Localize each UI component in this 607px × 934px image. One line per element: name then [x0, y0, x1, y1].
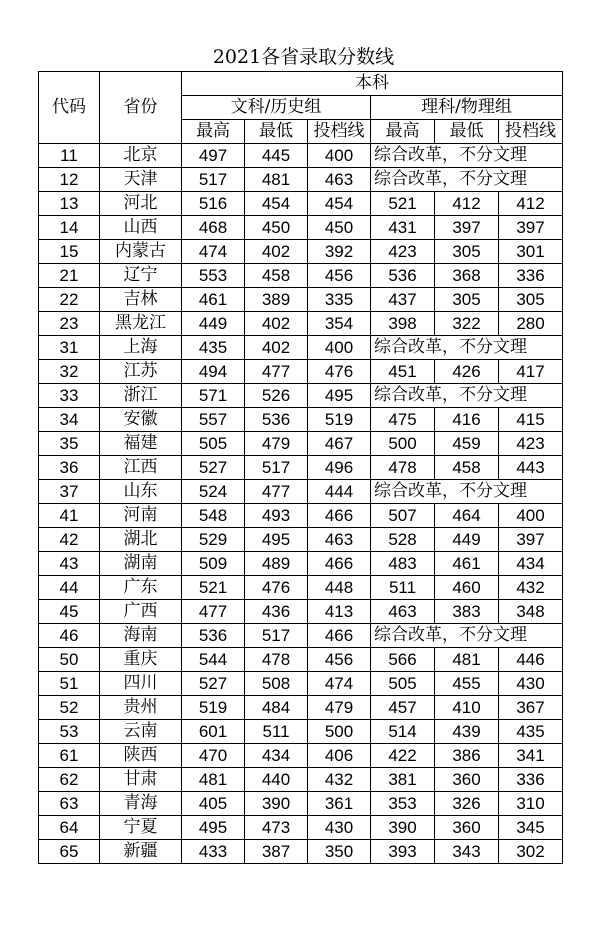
cell-code: 12: [39, 168, 100, 192]
cell-province: 四川: [100, 672, 182, 696]
table-row: [39, 288, 563, 312]
cell-province: 青海: [100, 792, 182, 816]
table-row: [39, 528, 563, 552]
cell-li-min: 460: [435, 576, 499, 600]
cell-code: 52: [39, 696, 100, 720]
cell-li-cutoff: 280: [499, 312, 563, 336]
cell-code: 36: [39, 456, 100, 480]
cell-li-max: 528: [371, 528, 435, 552]
cell-li-max: 457: [371, 696, 435, 720]
cell-li-min: 386: [435, 744, 499, 768]
table-row: [39, 840, 563, 864]
cell-li-max: 536: [371, 264, 435, 288]
cell-li-cutoff: 415: [499, 408, 563, 432]
cell-wen-max: 449: [182, 312, 245, 336]
cell-li-min: 426: [435, 360, 499, 384]
cell-li-max: 451: [371, 360, 435, 384]
cell-wen-max: 527: [182, 456, 245, 480]
cell-li-min: 383: [435, 600, 499, 624]
cell-province: 安徽: [100, 408, 182, 432]
cell-li-cutoff: 305: [499, 288, 563, 312]
cell-li-min: 439: [435, 720, 499, 744]
cell-wen-max: 557: [182, 408, 245, 432]
cell-code: 65: [39, 840, 100, 864]
cell-code: 43: [39, 552, 100, 576]
cell-province: 重庆: [100, 648, 182, 672]
table-row: [39, 720, 563, 744]
cell-li-cutoff: 435: [499, 720, 563, 744]
cell-li-max: 505: [371, 672, 435, 696]
cell-li-min: 461: [435, 552, 499, 576]
cell-li-cutoff: 434: [499, 552, 563, 576]
table-row: [39, 744, 563, 768]
table-row: [39, 264, 563, 288]
table-row: [39, 360, 563, 384]
cell-wen-cutoff: 456: [308, 264, 371, 288]
cell-li-cutoff: 412: [499, 192, 563, 216]
cell-province: 新疆: [100, 840, 182, 864]
cell-li-max: 393: [371, 840, 435, 864]
cell-li-cutoff: 432: [499, 576, 563, 600]
cell-wen-cutoff: 474: [308, 672, 371, 696]
cell-li-merged: 综合改革，不分文理: [371, 336, 563, 360]
page-title: 2021各省录取分数线: [212, 46, 395, 68]
cell-wen-min: 489: [245, 552, 308, 576]
header-group-wen: 文科/历史组: [182, 96, 371, 120]
cell-li-max: 514: [371, 720, 435, 744]
cell-li-min: 397: [435, 216, 499, 240]
cell-li-min: 360: [435, 816, 499, 840]
cell-province: 海南: [100, 624, 182, 648]
table-row: [39, 312, 563, 336]
cell-li-cutoff: 367: [499, 696, 563, 720]
cell-province: 辽宁: [100, 264, 182, 288]
cell-li-cutoff: 423: [499, 432, 563, 456]
table-row: [39, 576, 563, 600]
cell-li-min: 368: [435, 264, 499, 288]
cell-wen-cutoff: 335: [308, 288, 371, 312]
cell-province: 江苏: [100, 360, 182, 384]
cell-li-cutoff: 336: [499, 264, 563, 288]
cell-province: 天津: [100, 168, 182, 192]
table-row: [39, 240, 563, 264]
cell-code: 31: [39, 336, 100, 360]
table-row: [39, 144, 563, 168]
cell-li-max: 521: [371, 192, 435, 216]
cell-li-max: 390: [371, 816, 435, 840]
cell-province: 贵州: [100, 696, 182, 720]
cell-wen-max: 516: [182, 192, 245, 216]
cell-wen-max: 524: [182, 480, 245, 504]
cell-code: 21: [39, 264, 100, 288]
cell-wen-min: 454: [245, 192, 308, 216]
cell-code: 44: [39, 576, 100, 600]
cell-code: 37: [39, 480, 100, 504]
cell-wen-min: 493: [245, 504, 308, 528]
cell-wen-cutoff: 466: [308, 504, 371, 528]
cell-li-max: 422: [371, 744, 435, 768]
cell-wen-cutoff: 444: [308, 480, 371, 504]
table-row: [39, 696, 563, 720]
cell-wen-min: 526: [245, 384, 308, 408]
table-row: [39, 336, 563, 360]
cell-wen-cutoff: 495: [308, 384, 371, 408]
cell-wen-min: 434: [245, 744, 308, 768]
cell-wen-min: 479: [245, 432, 308, 456]
cell-code: 41: [39, 504, 100, 528]
cell-wen-cutoff: 463: [308, 528, 371, 552]
cell-wen-max: 509: [182, 552, 245, 576]
cell-province: 湖南: [100, 552, 182, 576]
cell-wen-cutoff: 476: [308, 360, 371, 384]
cell-wen-max: 474: [182, 240, 245, 264]
cell-li-min: 412: [435, 192, 499, 216]
cell-wen-cutoff: 354: [308, 312, 371, 336]
cell-code: 62: [39, 768, 100, 792]
cell-wen-max: 601: [182, 720, 245, 744]
cell-wen-cutoff: 413: [308, 600, 371, 624]
cell-wen-cutoff: 350: [308, 840, 371, 864]
cell-li-cutoff: 301: [499, 240, 563, 264]
cell-code: 45: [39, 600, 100, 624]
cell-wen-cutoff: 400: [308, 336, 371, 360]
cell-wen-cutoff: 430: [308, 816, 371, 840]
cell-wen-cutoff: 400: [308, 144, 371, 168]
cell-li-min: 481: [435, 648, 499, 672]
cell-wen-max: 461: [182, 288, 245, 312]
cell-code: 11: [39, 144, 100, 168]
cell-li-cutoff: 310: [499, 792, 563, 816]
cell-wen-min: 387: [245, 840, 308, 864]
cell-province: 浙江: [100, 384, 182, 408]
cell-li-min: 410: [435, 696, 499, 720]
cell-wen-min: 445: [245, 144, 308, 168]
cell-code: 34: [39, 408, 100, 432]
cell-li-cutoff: 348: [499, 600, 563, 624]
cell-province: 云南: [100, 720, 182, 744]
header-li-max: 最高: [371, 120, 435, 144]
cell-li-merged: 综合改革，不分文理: [371, 168, 563, 192]
table-row: [39, 480, 563, 504]
header-benke: 本科: [182, 72, 563, 96]
cell-li-max: 353: [371, 792, 435, 816]
cell-li-max: 511: [371, 576, 435, 600]
cell-code: 50: [39, 648, 100, 672]
cell-wen-cutoff: 466: [308, 552, 371, 576]
cell-li-max: 463: [371, 600, 435, 624]
cell-wen-cutoff: 361: [308, 792, 371, 816]
table-row: [39, 672, 563, 696]
cell-wen-min: 402: [245, 336, 308, 360]
cell-wen-min: 390: [245, 792, 308, 816]
cell-li-cutoff: 446: [499, 648, 563, 672]
cell-wen-max: 571: [182, 384, 245, 408]
cell-li-min: 455: [435, 672, 499, 696]
cell-li-merged: 综合改革，不分文理: [371, 480, 563, 504]
table-row: [39, 600, 563, 624]
cell-wen-max: 553: [182, 264, 245, 288]
header-li-cutoff: 投档线: [499, 120, 563, 144]
cell-wen-cutoff: 466: [308, 624, 371, 648]
cell-wen-cutoff: 467: [308, 432, 371, 456]
table-row: [39, 192, 563, 216]
table-row: [39, 504, 563, 528]
cell-wen-max: 544: [182, 648, 245, 672]
cell-province: 陕西: [100, 744, 182, 768]
cell-province: 湖北: [100, 528, 182, 552]
cell-wen-max: 435: [182, 336, 245, 360]
cell-li-cutoff: 400: [499, 504, 563, 528]
table-row: [39, 624, 563, 648]
cell-province: 广西: [100, 600, 182, 624]
cell-code: 53: [39, 720, 100, 744]
cell-wen-min: 458: [245, 264, 308, 288]
cell-li-min: 416: [435, 408, 499, 432]
cell-li-max: 507: [371, 504, 435, 528]
cell-wen-min: 389: [245, 288, 308, 312]
cell-code: 61: [39, 744, 100, 768]
cell-li-cutoff: 397: [499, 528, 563, 552]
table-row: [39, 408, 563, 432]
table-row: [39, 216, 563, 240]
table-row: [39, 384, 563, 408]
cell-wen-min: 536: [245, 408, 308, 432]
admission-score-table: [38, 71, 563, 864]
cell-code: 33: [39, 384, 100, 408]
cell-wen-cutoff: 448: [308, 576, 371, 600]
table-body: [39, 144, 563, 864]
cell-wen-max: 548: [182, 504, 245, 528]
header-wen-cutoff: 投档线: [308, 120, 371, 144]
cell-li-merged: 综合改革，不分文理: [371, 384, 563, 408]
cell-li-cutoff: 341: [499, 744, 563, 768]
cell-wen-cutoff: 496: [308, 456, 371, 480]
table-row: [39, 168, 563, 192]
cell-wen-cutoff: 432: [308, 768, 371, 792]
cell-province: 山东: [100, 480, 182, 504]
cell-wen-cutoff: 463: [308, 168, 371, 192]
table-row: [39, 792, 563, 816]
cell-wen-cutoff: 454: [308, 192, 371, 216]
cell-wen-max: 433: [182, 840, 245, 864]
cell-li-max: 398: [371, 312, 435, 336]
cell-wen-min: 517: [245, 624, 308, 648]
cell-li-min: 305: [435, 288, 499, 312]
cell-province: 山西: [100, 216, 182, 240]
cell-wen-max: 405: [182, 792, 245, 816]
header-li-min: 最低: [435, 120, 499, 144]
cell-wen-min: 511: [245, 720, 308, 744]
cell-wen-min: 477: [245, 480, 308, 504]
cell-li-max: 483: [371, 552, 435, 576]
cell-wen-max: 495: [182, 816, 245, 840]
cell-li-max: 500: [371, 432, 435, 456]
cell-province: 宁夏: [100, 816, 182, 840]
cell-li-cutoff: 397: [499, 216, 563, 240]
cell-wen-cutoff: 479: [308, 696, 371, 720]
cell-province: 黑龙江: [100, 312, 182, 336]
cell-province: 甘肃: [100, 768, 182, 792]
table-row: [39, 648, 563, 672]
cell-wen-min: 450: [245, 216, 308, 240]
cell-wen-max: 529: [182, 528, 245, 552]
cell-province: 上海: [100, 336, 182, 360]
cell-province: 河北: [100, 192, 182, 216]
cell-li-cutoff: 345: [499, 816, 563, 840]
cell-wen-cutoff: 500: [308, 720, 371, 744]
cell-li-max: 423: [371, 240, 435, 264]
cell-wen-min: 517: [245, 456, 308, 480]
cell-li-max: 437: [371, 288, 435, 312]
cell-wen-max: 519: [182, 696, 245, 720]
table-row: [39, 816, 563, 840]
cell-wen-min: 473: [245, 816, 308, 840]
cell-wen-max: 517: [182, 168, 245, 192]
cell-province: 内蒙古: [100, 240, 182, 264]
cell-wen-max: 481: [182, 768, 245, 792]
table-row: [39, 768, 563, 792]
table-row: [39, 432, 563, 456]
cell-province: 广东: [100, 576, 182, 600]
cell-li-min: 326: [435, 792, 499, 816]
cell-wen-max: 477: [182, 600, 245, 624]
cell-code: 46: [39, 624, 100, 648]
cell-li-min: 449: [435, 528, 499, 552]
cell-li-min: 343: [435, 840, 499, 864]
cell-wen-min: 476: [245, 576, 308, 600]
cell-li-cutoff: 336: [499, 768, 563, 792]
cell-wen-cutoff: 392: [308, 240, 371, 264]
cell-wen-min: 436: [245, 600, 308, 624]
cell-code: 64: [39, 816, 100, 840]
cell-wen-min: 402: [245, 312, 308, 336]
cell-wen-cutoff: 519: [308, 408, 371, 432]
cell-code: 22: [39, 288, 100, 312]
cell-province: 吉林: [100, 288, 182, 312]
cell-wen-min: 477: [245, 360, 308, 384]
cell-wen-max: 494: [182, 360, 245, 384]
table-row: [39, 456, 563, 480]
cell-li-min: 459: [435, 432, 499, 456]
cell-code: 13: [39, 192, 100, 216]
cell-li-min: 464: [435, 504, 499, 528]
cell-wen-cutoff: 456: [308, 648, 371, 672]
header-province: 省份: [100, 72, 182, 144]
cell-li-merged: 综合改革，不分文理: [371, 144, 563, 168]
cell-li-min: 360: [435, 768, 499, 792]
cell-li-max: 431: [371, 216, 435, 240]
header-group-li: 理科/物理组: [371, 96, 563, 120]
cell-li-min: 458: [435, 456, 499, 480]
cell-li-min: 305: [435, 240, 499, 264]
cell-wen-min: 440: [245, 768, 308, 792]
cell-wen-min: 481: [245, 168, 308, 192]
cell-wen-cutoff: 406: [308, 744, 371, 768]
cell-code: 15: [39, 240, 100, 264]
cell-wen-min: 495: [245, 528, 308, 552]
cell-code: 32: [39, 360, 100, 384]
cell-li-max: 478: [371, 456, 435, 480]
cell-code: 63: [39, 792, 100, 816]
cell-li-min: 322: [435, 312, 499, 336]
header-wen-min: 最低: [245, 120, 308, 144]
cell-wen-min: 402: [245, 240, 308, 264]
cell-wen-min: 508: [245, 672, 308, 696]
table-row: [39, 552, 563, 576]
cell-wen-max: 521: [182, 576, 245, 600]
cell-code: 35: [39, 432, 100, 456]
cell-li-max: 381: [371, 768, 435, 792]
cell-li-cutoff: 430: [499, 672, 563, 696]
cell-province: 江西: [100, 456, 182, 480]
cell-province: 河南: [100, 504, 182, 528]
cell-wen-max: 470: [182, 744, 245, 768]
header-code: 代码: [39, 72, 100, 144]
cell-province: 福建: [100, 432, 182, 456]
cell-li-merged: 综合改革，不分文理: [371, 624, 563, 648]
cell-code: 42: [39, 528, 100, 552]
cell-wen-max: 497: [182, 144, 245, 168]
cell-wen-max: 468: [182, 216, 245, 240]
cell-wen-min: 478: [245, 648, 308, 672]
cell-code: 51: [39, 672, 100, 696]
cell-code: 23: [39, 312, 100, 336]
cell-li-max: 475: [371, 408, 435, 432]
cell-province: 北京: [100, 144, 182, 168]
cell-code: 14: [39, 216, 100, 240]
cell-li-cutoff: 417: [499, 360, 563, 384]
cell-li-cutoff: 443: [499, 456, 563, 480]
cell-wen-min: 484: [245, 696, 308, 720]
cell-wen-max: 505: [182, 432, 245, 456]
cell-wen-max: 536: [182, 624, 245, 648]
cell-wen-max: 527: [182, 672, 245, 696]
cell-wen-cutoff: 450: [308, 216, 371, 240]
cell-li-max: 566: [371, 648, 435, 672]
cell-li-cutoff: 302: [499, 840, 563, 864]
header-wen-max: 最高: [182, 120, 245, 144]
